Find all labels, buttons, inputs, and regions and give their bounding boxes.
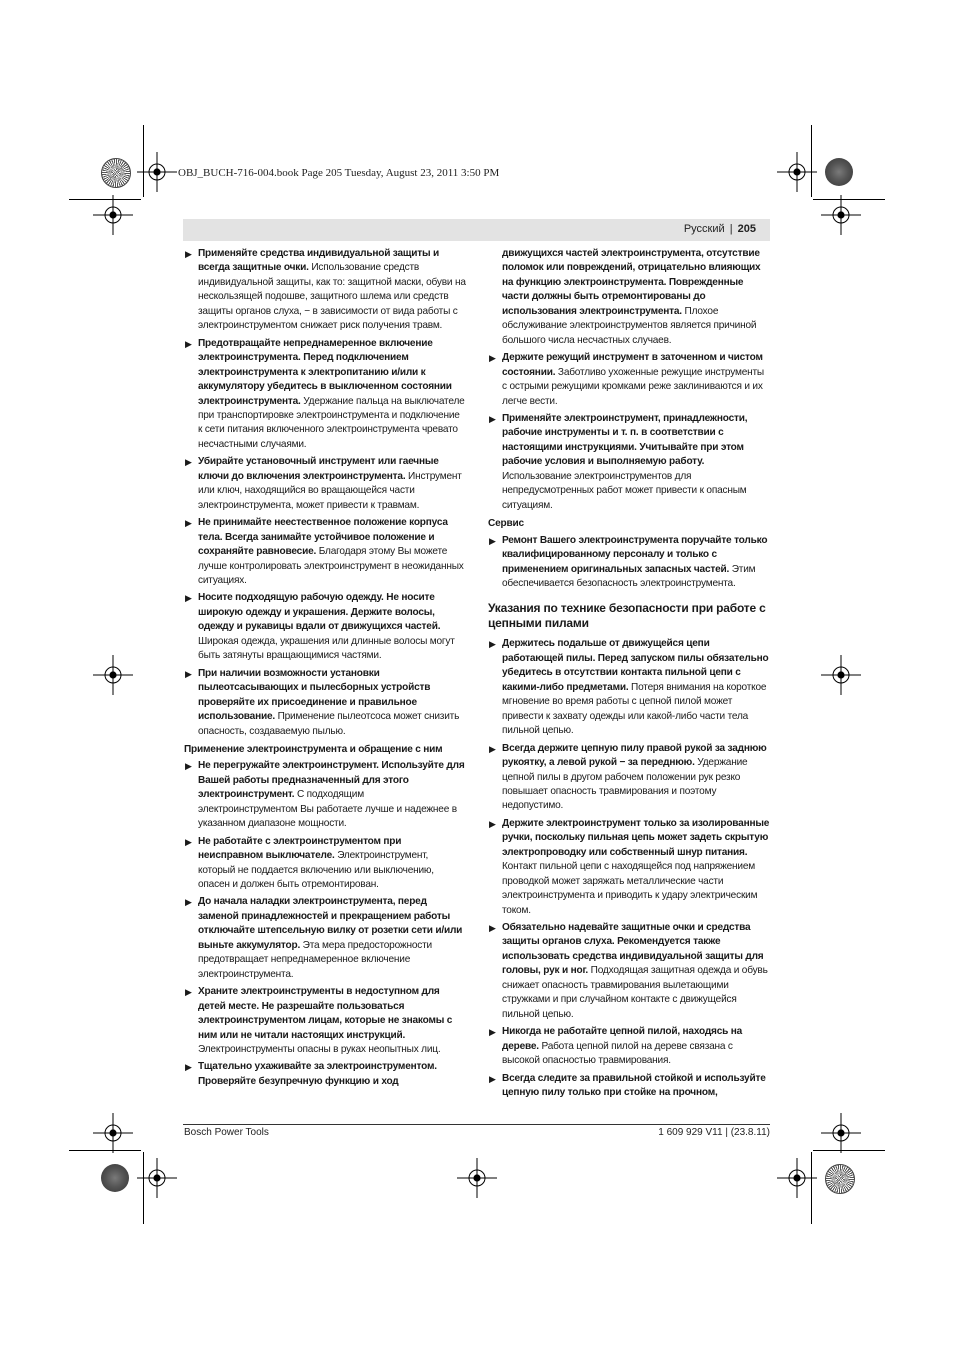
item-bold-text: Тщательно ухаживайте за электроинструментом. Проверяйте безупречную функцию и ход xyxy=(198,1061,437,1087)
item-text: Электроинструмент, который не поддается включению или выключению, опасен и должен быть отремонтирован. xyxy=(198,850,434,891)
continuation-paragraph xyxy=(488,247,770,348)
item-bold-text: Не принимайте неестественное положение корпуса тела. Всегда занимайте устойчивое положение и сохраняйте равновесие. xyxy=(198,517,448,558)
item-text: Инструмент или ключ, находящийся во вращающейся части электроинструмента, может привести к травмам. xyxy=(198,470,462,511)
left-items-a xyxy=(184,247,466,739)
registration-crosshair-icon xyxy=(821,1113,861,1153)
footer-publisher: Bosch Power Tools xyxy=(184,1127,269,1138)
crop-mark xyxy=(143,1152,144,1224)
list-item xyxy=(488,921,770,1022)
bullet-triangle-icon: ▶ xyxy=(489,413,496,424)
bullet-triangle-icon: ▶ xyxy=(489,1027,496,1038)
list-item xyxy=(184,895,466,982)
list-item xyxy=(184,516,466,588)
bullet-triangle-icon: ▶ xyxy=(489,743,496,754)
list-item xyxy=(184,759,466,831)
crop-mark xyxy=(811,1152,812,1224)
list-item xyxy=(488,637,770,738)
list-item xyxy=(184,455,466,513)
registration-crosshair-icon xyxy=(93,1113,133,1153)
continuation-bold: движущихся частей электроинструмента, отсутствие поломок или повреждений, отрицательно влияющих на функцию электроинструмента. Поврежденные части должны быть отремонтированы до использования электроинструмента. xyxy=(502,248,761,317)
item-text: Заботливо ухоженные режущие инструменты с острыми режущими кромками реже заклиниваются и их легче вести. xyxy=(502,366,764,407)
color-bar-circle-icon xyxy=(101,1164,129,1192)
list-item xyxy=(488,1072,770,1101)
list-item xyxy=(184,667,466,739)
header-language: Русский xyxy=(683,223,725,235)
item-bold-text: Никогда не работайте цепной пилой, находясь на дереве. xyxy=(502,1026,743,1052)
bullet-triangle-icon: ▶ xyxy=(185,518,192,529)
item-text: Подходящая защитная одежда и обувь снижает опасность травмирования вылетающими стружками и при случайном контакте с движущейся пильной цепью. xyxy=(502,965,768,1020)
bullet-triangle-icon: ▶ xyxy=(185,249,192,259)
item-bold-text: Держите электроинструмент только за изолированные ручки, поскольку пильная цепь может задеть скрытую электропроводку или собственный шнур питания. xyxy=(502,817,770,858)
list-item xyxy=(184,835,466,893)
item-text: Электроинструменты опасны в руках неопытных лиц. xyxy=(198,1044,441,1056)
continuation-text: Плохое обслуживание электроинструментов является причиной большого числа несчастных случаев. xyxy=(502,305,757,346)
item-text: Использование средств индивидуальной защиты, как то: защитной маски, обуви на нескользящей подошве, защитного шлема или средств защиты органов слуха, − в зависимости от вида работы с электроинструментом снижает риск получения травм. xyxy=(198,262,466,332)
item-text: Эта мера предосторожности предотвращает непреднамеренное включение электроинструмента. xyxy=(198,939,432,980)
registration-crosshair-icon xyxy=(93,655,133,695)
color-bar-circle-icon xyxy=(825,158,853,186)
left-column xyxy=(184,247,466,1092)
section-heading-service: Сервис xyxy=(488,518,524,530)
item-bold-text: Предотвращайте непреднамеренное включение электроинструмента. Перед подключением электроинструмента к электропитанию и/или к аккумулятору убедитесь в выключенном состоянии электроинструмента. xyxy=(198,337,452,407)
item-text: Потеря внимания на короткое мгновение во время работы с цепной пилой может привести к захвату одежды или какой-либо части тела пильной цепью. xyxy=(502,681,767,737)
crop-mark xyxy=(143,125,144,197)
item-bold-text: Всегда держите цепную пилу правой рукой за заднюю рукоятку, а левой рукой − за переднюю. xyxy=(502,742,767,769)
bullet-triangle-icon: ▶ xyxy=(489,923,496,934)
bullet-triangle-icon: ▶ xyxy=(185,593,192,604)
footer-rule xyxy=(183,1124,770,1125)
item-bold-text: Убирайте установочный инструмент или гаечные ключи до включения электроинструмента. xyxy=(198,456,439,482)
list-item xyxy=(184,337,466,453)
item-bold-text: Носите подходящую рабочую одежду. Не носите широкую одежду и украшения. Держите волосы, одежду и рукавицы вдали от движущихся частей. xyxy=(198,592,441,633)
bullet-triangle-icon: ▶ xyxy=(185,338,192,349)
right-items-c xyxy=(488,637,770,1100)
item-text: С подходящим электроинструментом Вы работаете лучше и надежнее в указанном диапазоне мощности. xyxy=(198,789,457,830)
list-item xyxy=(488,351,770,409)
header-separator: | xyxy=(729,223,733,235)
list-item xyxy=(488,412,770,513)
item-text: Этим обеспечивается безопасность электроинструмента. xyxy=(502,563,756,589)
item-bold-text: Применяйте средства индивидуальной защиты и всегда защитные очки. xyxy=(198,248,440,274)
item-bold-text: Ремонт Вашего электроинструмента поручайте только квалифицированному персоналу и только с применением оригинальных запасных частей. xyxy=(502,534,768,575)
item-bold-text: До начала наладки электроинструмента, перед заменой принадлежностей и прекращением работы отключайте штепсельную вилку от розетки сети и/или выньте аккумулятор. xyxy=(198,896,463,951)
item-bold-text: Держите режущий инструмент в заточенном и чистом состоянии. xyxy=(502,352,763,378)
list-item xyxy=(488,1025,770,1068)
item-bold-text: Применяйте электроинструмент, принадлежности, рабочие инструменты и т. п. в соответствии с настоящими инструкциями. Учитывайте при этом рабочие условия и выполняемую работу. xyxy=(502,412,748,468)
registration-crosshair-icon xyxy=(821,195,861,235)
item-text: Удержание цепной пилы в другом рабочем положении рук резко повышает опасность травмирования и поэтому недопустимо. xyxy=(502,757,748,812)
list-item xyxy=(184,247,466,334)
crop-mark xyxy=(813,1150,885,1151)
bullet-triangle-icon: ▶ xyxy=(489,535,496,546)
bullet-triangle-icon: ▶ xyxy=(185,836,192,847)
crop-mark xyxy=(69,1150,141,1151)
bullet-triangle-icon: ▶ xyxy=(489,818,496,829)
footer-doc-code: 1 609 929 V11 | (23.8.11) xyxy=(658,1127,770,1138)
item-text: Применение пылеотсоса может снизить опасность, создаваемую пылью. xyxy=(198,711,460,737)
item-bold-text: Не перегружайте электроинструмент. Используйте для Вашей работы предназначенный для этого электроинструмент. xyxy=(198,760,465,801)
item-text: Работа цепной пилой на дереве связана с высокой опасностью травмирования. xyxy=(502,1040,733,1067)
list-item xyxy=(184,985,466,1057)
page-number: 205 xyxy=(737,223,756,235)
registration-crosshair-icon xyxy=(457,1158,497,1198)
bullet-triangle-icon: ▶ xyxy=(185,761,192,772)
registration-crosshair-icon xyxy=(821,655,861,695)
header-text xyxy=(684,223,756,235)
registration-crosshair-icon xyxy=(93,195,133,235)
list-item xyxy=(488,742,770,814)
item-bold-text: Всегда следите за правильной стойкой и используйте цепную пилу только при стойке на прочном, xyxy=(502,1072,766,1099)
print-info: OBJ_BUCH-716-004.book Page 205 Tuesday, August 23, 2011 3:50 PM xyxy=(178,167,500,179)
bullet-triangle-icon: ▶ xyxy=(489,353,496,364)
item-bold-text: Держитесь подальше от движущейся цепи работающей пилы. Перед запуском пилы обязательно убедитесь в отсутствии контакта пильной цепи с какими-либо предметами. xyxy=(502,638,769,693)
star-target-icon xyxy=(101,158,131,188)
item-text: Удержание пальца на выключателе при транспортировке электроинструмента и подключение к сети питания включенного электроинструмента чревато несчастными случаями. xyxy=(198,395,465,450)
item-text: Благодаря этому Вы можете лучше контролировать электроинструмент в неожиданных ситуациях. xyxy=(198,546,464,586)
bullet-triangle-icon: ▶ xyxy=(185,457,192,468)
item-text: Контакт пильной цепи с находящейся под напряжением проводкой может заряжать металлические части электроинструмента и приводить к удару электрическим током. xyxy=(502,861,758,916)
left-items-b xyxy=(184,759,466,1089)
crop-mark xyxy=(811,125,812,197)
right-column xyxy=(488,247,770,1103)
star-target-icon xyxy=(825,1164,855,1194)
list-item xyxy=(184,1060,466,1089)
bullet-triangle-icon: ▶ xyxy=(185,897,192,908)
page-header xyxy=(183,219,770,241)
item-bold-text: Храните электроинструменты в недоступном для детей месте. Не разрешайте пользоваться электроинструментом лицам, которые не знакомы с ним или не читали настоящих инструкций. xyxy=(198,986,453,1041)
item-text: Широкая одежда, украшения или длинные волосы могут быть затянуты вращающимися частями. xyxy=(198,635,455,662)
bullet-triangle-icon: ▶ xyxy=(185,668,192,679)
section-heading-usage: Применение электроинструмента и обращение с ним xyxy=(184,743,443,755)
bullet-triangle-icon: ▶ xyxy=(185,1062,192,1073)
bullet-triangle-icon: ▶ xyxy=(489,1073,496,1084)
list-item xyxy=(488,534,770,592)
item-bold-text: Обязательно надевайте защитные очки и средства защиты органов слуха. Рекомендуется также использовать средства индивидуальной защиты для головы, рук и ног. xyxy=(502,922,764,977)
bullet-triangle-icon: ▶ xyxy=(489,639,496,650)
item-bold-text: Не работайте с электроинструментом при неисправном выключателе. xyxy=(198,835,402,862)
right-items-a xyxy=(488,351,770,513)
section-heading-chainsaw: Указания по технике безопасности при работе с цепными пилами xyxy=(488,601,766,631)
item-bold-text: При наличии возможности установки пылеотсасывающих и пылесборных устройств проверяйте их присоединение и правильное использование. xyxy=(198,667,431,723)
bullet-triangle-icon: ▶ xyxy=(185,987,192,998)
right-items-b xyxy=(488,534,770,592)
list-item xyxy=(488,817,770,918)
item-text: Использование электроинструментов для непредусмотренных работ может привести к опасным ситуациям. xyxy=(502,470,747,511)
crop-mark xyxy=(69,199,141,200)
crop-mark xyxy=(813,199,885,200)
list-item xyxy=(184,591,466,663)
